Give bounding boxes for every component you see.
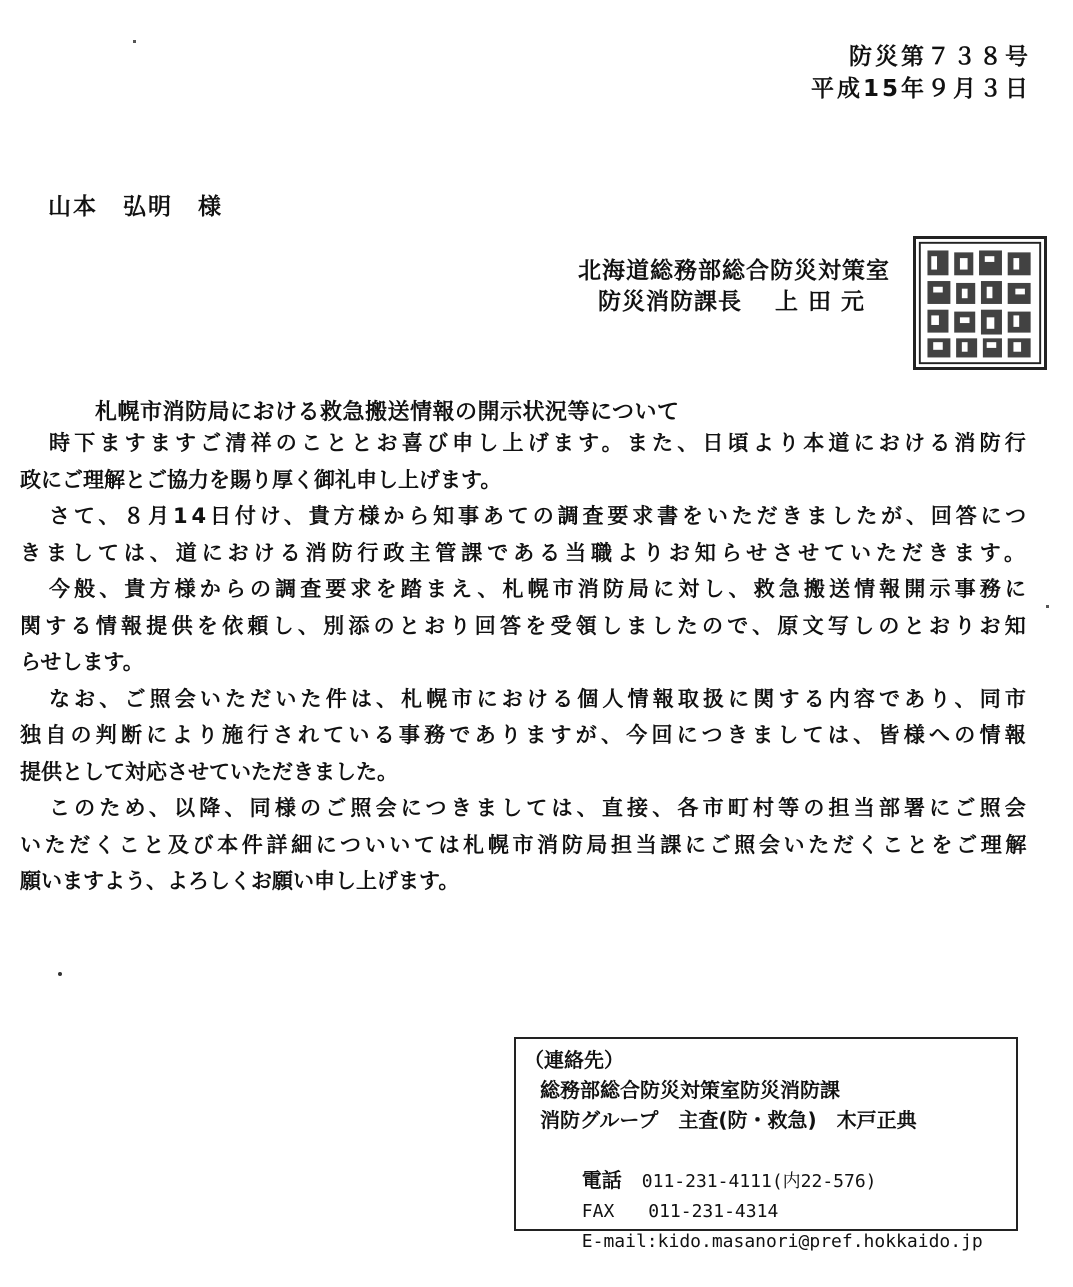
email-address[interactable]: kido.masanori@pref.hokkaido.jp (657, 1231, 983, 1252)
fax-label: FAX (581, 1201, 615, 1222)
contact-heading: （連絡先） (524, 1048, 624, 1072)
letter-body (20, 425, 1030, 900)
body-line: いただくこと及び本件詳細についいては札幌市消防局担当課にご照会いただくことをご理解 (20, 832, 1030, 857)
fax-number: 011-231-4314 (648, 1201, 779, 1222)
body-line: 政にご理解とご協力を賜り厚く御礼申し上げます。 (20, 467, 502, 492)
body-line: 今般、貴方様からの調査要求を踏まえ、札幌市消防局に対し、救急搬送情報開示事務に (49, 577, 1030, 601)
sender-organization: 北海道総務部総合防災対策室 (578, 258, 890, 284)
sender-title: 防災消防課長 上 田 元 (598, 289, 866, 315)
body-line: らせします。 (20, 650, 144, 674)
seal-stamp-graphic (916, 239, 1044, 367)
document-date: 平成15年９月３日 (810, 76, 1031, 102)
body-line: なお、ご照会いただいた件は、札幌市における個人情報取扱に関する内容であり、同市 (49, 686, 1030, 711)
scan-speck (58, 972, 62, 976)
scan-speck (1046, 605, 1049, 608)
contact-box (514, 1037, 1018, 1252)
document-number: 防災第７３８号 (849, 44, 1031, 70)
official-seal (913, 236, 1047, 370)
phone-number: 011-231-4111(内22-576) (641, 1171, 877, 1192)
body-line: きましては、道における消防行政主管課である当職よりお知らせさせていただきます。 (20, 540, 1030, 565)
body-line: 独自の判断により施行されている事務でありますが、今回につきましては、皆様への情報 (20, 723, 1030, 747)
body-line: 時下ますますご清祥のこととお喜び申し上げます。また、日頃より本道における消防行 (49, 431, 1030, 455)
body-line: このため、以降、同様のご照会につきましては、直接、各市町村等の担当部署にご照会 (49, 796, 1030, 820)
body-line: 願いますよう、よろしくお願い申し上げます。 (20, 869, 460, 893)
phone-label: 電話 (581, 1168, 622, 1192)
recipient-name: 山本 弘明 様 (48, 194, 223, 220)
email-label: E-mail: (581, 1231, 658, 1252)
body-line: 提供として対応させていただきました。 (20, 759, 398, 784)
contact-person: 消防グループ 主査(防・救急) 木戸正典 (540, 1108, 917, 1132)
contact-phone-row (524, 1135, 1016, 1192)
contact-department: 総務部総合防災対策室防災消防課 (540, 1078, 840, 1102)
body-line: 関する情報提供を依頼し、別添のとおり回答を受領しましたので、原文写しのとおりお知 (20, 613, 1030, 638)
letter-subject: 札幌市消防局における救急搬送情報の開示状況等について (95, 400, 680, 425)
body-line: さて、８月14日付け、貴方様から知事あての調査要求書をいただきましたが、回答につ (49, 504, 1030, 528)
scan-speck (133, 40, 136, 43)
